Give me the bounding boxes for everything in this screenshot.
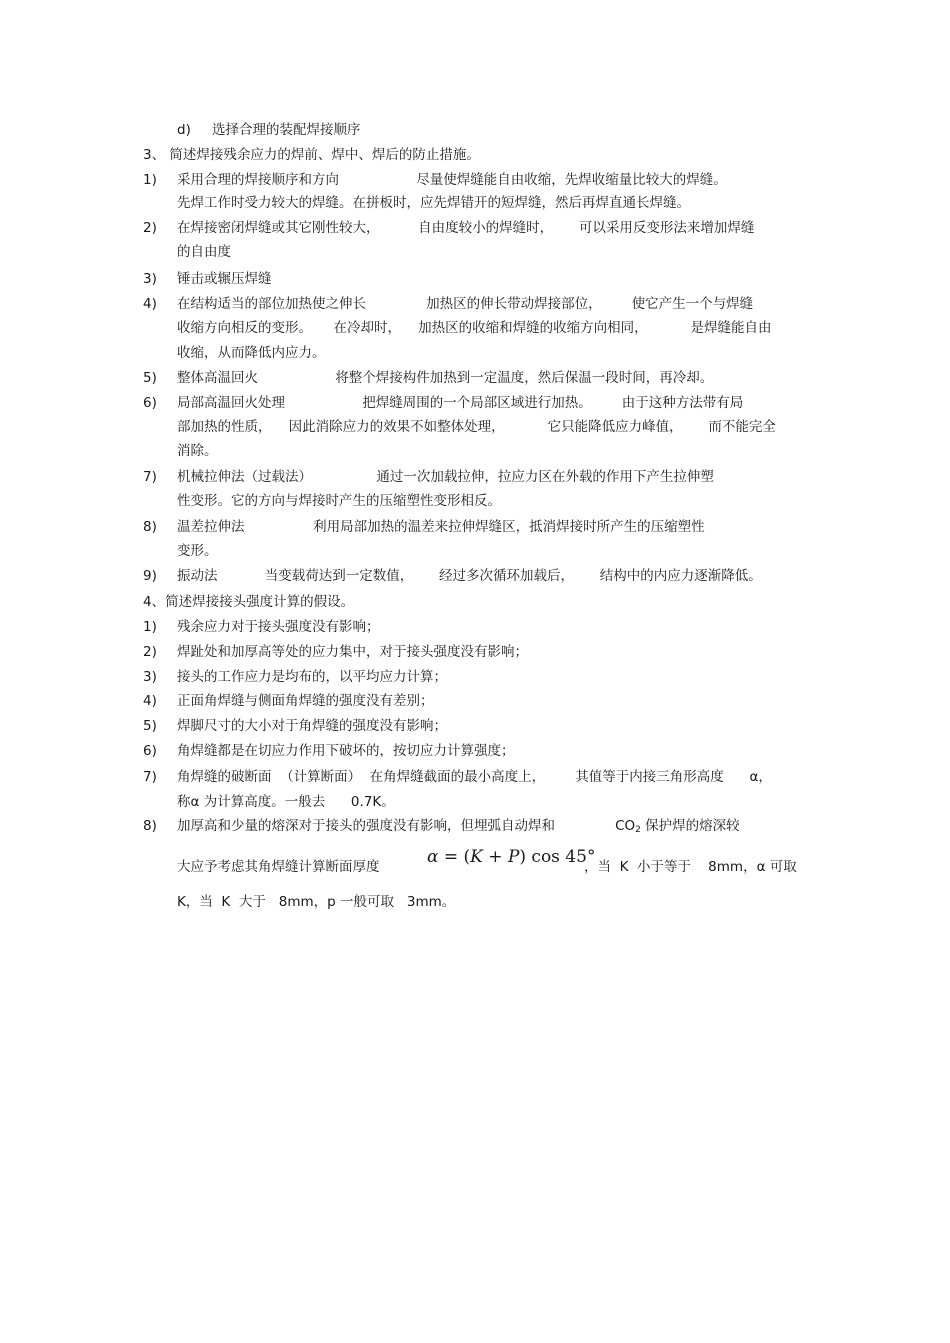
q3-item-4-line-1: 在结构适当的部位加热使之伸长 加热区的伸长带动焊接部位， 使它产生一个与焊缝 [177, 296, 754, 312]
q3-item-2-line-1: 在焊接密闭焊缝或其它刚性较大， 自由度较小的焊缝时， 可以采用反变形法来增加焊缝 [177, 220, 755, 236]
co2-subscript: 2 [635, 825, 641, 835]
q4-item-8-line-1-part-a: 加厚高和少量的熔深对于接头的强度没有影响，但埋弧自动焊和 CO [177, 818, 636, 834]
q4-item-7-line-2: 称α 为计算高度。一般去 0.7K。 [177, 794, 395, 810]
q3-item-7-line-1: 机械拉伸法（过载法） 通过一次加载拉伸，拉应力区在外载的作用下产生拉伸塑 [177, 469, 714, 485]
q3-item-2-number: 2) [143, 220, 157, 236]
q4-item-1-line-1: 残余应力对于接头强度没有影响； [177, 619, 380, 635]
q4-item-7-number: 7) [143, 769, 157, 785]
formula-eq: = ( [438, 847, 471, 867]
formula-p: P [507, 847, 520, 867]
q3-item-7-line-2: 性变形。它的方向与焊接时产生的压缩塑性变形相反。 [177, 493, 501, 509]
formula-plus: + [482, 847, 508, 867]
q4-item-6-line-1: 角焊缝都是在切应力作用下破坏的，按切应力计算强度； [177, 743, 515, 759]
q3-item-6-line-1: 局部高温回火处理 把焊缝周围的一个局部区域进行加热。 由于这种方法带有局 [177, 395, 744, 411]
formula-k: K [470, 847, 483, 867]
q3-item-4-line-3: 收缩，从而降低内应力。 [177, 345, 326, 361]
q4-item-3-line-1: 接头的工作应力是均布的，以平均应力计算； [177, 669, 447, 685]
q3-item-8-number: 8) [143, 519, 157, 535]
q4-item-3-number: 3) [143, 669, 157, 685]
q3-item-1-line-1: 采用合理的焊接顺序和方向 尽量使焊缝能自由收缩，先焊收缩量比较大的焊缝。 [177, 172, 727, 188]
q4-item-2-line-1: 焊趾处和加厚高等处的应力集中，对于接头强度没有影响； [177, 644, 528, 660]
q3-item-6-line-3: 消除。 [177, 443, 218, 459]
q4-item-8-line-1 [177, 817, 740, 839]
q3-item-8-line-2: 变形。 [177, 543, 218, 559]
q4-item-4-line-1: 正面角焊缝与侧面角焊缝的强度没有差别； [177, 693, 434, 709]
q4-item-7-line-1: 角焊缝的破断面 （计算断面） 在角焊缝截面的最小高度上， 其值等于内接三角形高度 α， [177, 769, 772, 785]
q4-item-2-number: 2) [143, 644, 157, 660]
q4-item-8-number: 8) [143, 818, 157, 834]
throat-thickness-formula [427, 846, 595, 868]
q4-item-8-line-2-part-a: 大应予考虑其角焊缝计算断面厚度 [177, 859, 380, 875]
q3-item-8-line-1: 温差拉伸法 利用局部加热的温差来拉伸焊缝区，抵消焊接时所产生的压缩塑性 [177, 519, 705, 535]
q3-item-1-line-2: 先焊工作时受力较大的焊缝。在拼板时，应先焊错开的短焊缝，然后再焊直通长焊缝。 [177, 195, 690, 211]
q3-item-3-number: 3) [143, 271, 157, 287]
question-3-heading: 3、 简述焊接残余应力的焊前、焊中、焊后的防止措施。 [143, 147, 480, 163]
q4-item-5-number: 5) [143, 718, 157, 734]
q3-item-6-line-2: 部加热的性质， 因此消除应力的效果不如整体处理， 它只能降低应力峰值， 而不能完全 [177, 419, 776, 435]
q3-item-5-number: 5) [143, 370, 157, 386]
q4-item-4-number: 4) [143, 693, 157, 709]
formula-alpha: α [427, 847, 439, 867]
q3-item-1-number: 1) [143, 172, 157, 188]
q3-item-7-number: 7) [143, 469, 157, 485]
item-d-number: d) [177, 122, 191, 138]
q4-item-8-line-2-part-b: ，当 K 小于等于 8mm，α 可取 [584, 859, 797, 875]
q3-item-4-number: 4) [143, 296, 157, 312]
q4-item-1-number: 1) [143, 619, 157, 635]
q3-item-2-line-2: 的自由度 [177, 244, 231, 260]
q3-item-6-number: 6) [143, 395, 157, 411]
q3-item-4-line-2: 收缩方向相反的变形。 在冷却时， 加热区的收缩和焊缝的收缩方向相同， 是焊缝能自由 [177, 320, 772, 336]
q4-item-8-line-3: K，当 K 大于 8mm，p 一般可取 3mm。 [177, 894, 456, 910]
q4-item-5-line-1: 焊脚尺寸的大小对于角焊缝的强度没有影响； [177, 718, 447, 734]
formula-cos: ) cos 45° [519, 847, 596, 867]
q4-item-6-number: 6) [143, 743, 157, 759]
q3-item-5-line-1: 整体高温回火 将整个焊接构件加热到一定温度，然后保温一段时间，再冷却。 [177, 370, 714, 386]
question-4-heading: 4、简述焊接接头强度计算的假设。 [143, 594, 355, 610]
q3-item-9-number: 9) [143, 568, 157, 584]
q3-item-3-line-1: 锤击或辗压焊缝 [177, 271, 272, 287]
item-d-text: 选择合理的装配焊接顺序 [212, 122, 361, 138]
q3-item-9-line-1: 振动法 当变载荷达到一定数值， 经过多次循环加载后， 结构中的内应力逐渐降低。 [177, 568, 762, 584]
q4-item-8-line-1-part-b: 保护焊的熔深较 [640, 818, 740, 834]
